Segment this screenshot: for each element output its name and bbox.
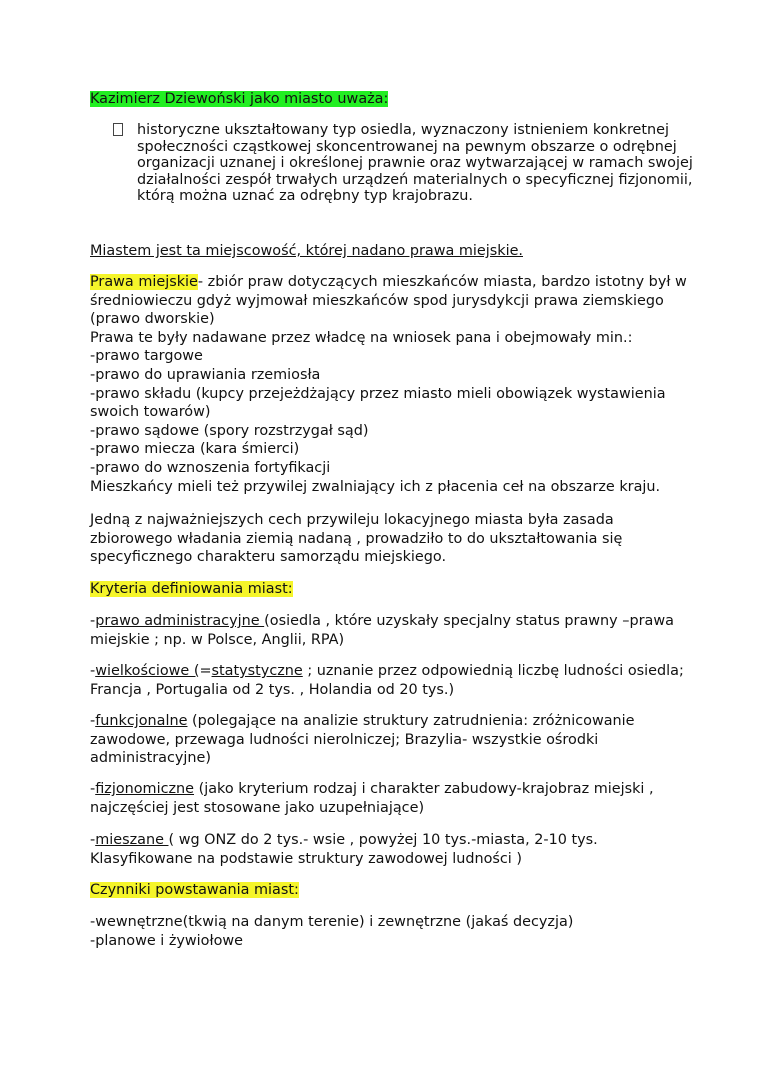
list-item: -prawo do wznoszenia fortyfikacji [90, 459, 331, 476]
principle-paragraph [90, 511, 690, 567]
criterion-term: prawo administracyjne [95, 613, 265, 629]
criterion-term-2: statystyczne [211, 663, 303, 679]
criterion-term: fizjonomiczne [95, 781, 195, 797]
criterion-rest: ; uznanie przez odpowiednią liczbę ludności osiedla; Francja , Portugalia od 2 tys. , Holandia od 20 tys.) [90, 663, 684, 698]
criterion-item [90, 662, 690, 699]
criterion-rest: (polegające na analizie struktury zatrudnienia: zróżnicowanie zawodowe, przewaga ludności nierolniczej; Brazylia- wszystkie ośrodki administracyjne) [90, 713, 635, 767]
criterion-item [90, 780, 690, 817]
criterion-term: wielkościowe ( [95, 663, 200, 679]
heading-criteria-text: Kryteria definiowania miast: [90, 581, 293, 597]
heading-factors-text: Czynniki powstawania miast: [90, 882, 299, 898]
heading-dziewonski [90, 90, 690, 109]
criterion-rest: (jako kryterium rodzaj i charakter zabudowy-krajobraz miejski , najczęściej jest stosowane jako uzupełniające) [90, 781, 654, 816]
list-item: -prawo sądowe (spory rozstrzygał sąd) [90, 422, 369, 439]
definition-text: Miastem jest ta miejscowość, której nadano prawa miejskie. [90, 243, 523, 259]
criterion-rest: (osiedla , które uzyskały specjalny status prawny –prawa miejskie ; np. w Polsce, Anglii, RPA) [90, 613, 674, 648]
rights-closing: Mieszkańcy mieli też przywilej zwalniający ich z płacenia ceł na obszarze kraju. [90, 478, 661, 495]
criterion-prefix: - [90, 613, 96, 629]
factors-list [90, 913, 690, 950]
missing-glyph-bullet-icon [113, 123, 123, 136]
rights-term: Prawa miejskie [90, 274, 198, 290]
list-item: -prawo miecza (kara śmierci) [90, 441, 300, 458]
criterion-prefix: - [90, 663, 96, 679]
rights-given-by: Prawa te były nadawane przez władcę na wniosek pana i obejmowały min.: [90, 329, 633, 346]
criterion-mid: = [199, 663, 212, 679]
bullet-quote-text: historyczne ukształtowany typ osiedla, wyznaczony istnieniem konkretnej społeczności cząstkowej skoncentrowanej na pewnym obszarze o odrębnej organizacji uznanej i określonej prawnie oraz wytwarzającej w ramach swojej działalności zespół trwałych urządzeń materialnych o specyficznej fizjonomii, którą można uznać za odrębny typ krajobrazu. [137, 122, 693, 204]
list-item: -prawo składu (kupcy przejeżdżający przez miasto mieli obowiązek wystawienia swoich towarów) [90, 385, 666, 421]
heading-factors [90, 881, 690, 900]
criterion-prefix: - [90, 713, 96, 729]
criterion-rest: ( wg ONZ do 2 tys.- wsie , powyżej 10 tys.-miasta, 2-10 tys. Klasyfikowane na podstawie struktury zawodowej ludności ) [90, 832, 598, 867]
criterion-term: funkcjonalne [95, 713, 188, 729]
rights-intro [90, 273, 690, 329]
list-item: -prawo do uprawiania rzemiosła [90, 366, 321, 383]
list-item: -wewnętrzne(tkwią na danym terenie) i zewnętrzne (jakaś decyzja) [90, 914, 574, 930]
rights-intro-rest: - zbiór praw dotyczących mieszkańców miasta, bardzo istotny był w średniowieczu gdyż wyjmował mieszkańców spod jurysdykcji prawa ziemskiego (prawo dworskie) [90, 274, 687, 328]
definition [90, 242, 690, 261]
criterion-term: mieszane [95, 832, 169, 848]
criterion-prefix: - [90, 832, 96, 848]
list-item: -planowe i żywiołowe [90, 932, 243, 949]
criterion-prefix: - [90, 781, 96, 797]
list-item: -prawo targowe [90, 348, 203, 365]
criterion-item [90, 612, 690, 649]
principle-text: Jedną z najważniejszych cech przywileju lokacyjnego miasta była zasada zbiorowego władania ziemią nadaną , prowadziło to do ukształtowania się specyficznego charakteru samorządu miejskiego. [90, 512, 623, 566]
heading-dziewonski-text: Kazimierz Dziewoński jako miasto uważa: [90, 91, 389, 107]
heading-criteria [90, 580, 690, 599]
criterion-item [90, 831, 690, 868]
rights-section [90, 273, 690, 496]
criterion-item [90, 712, 690, 768]
